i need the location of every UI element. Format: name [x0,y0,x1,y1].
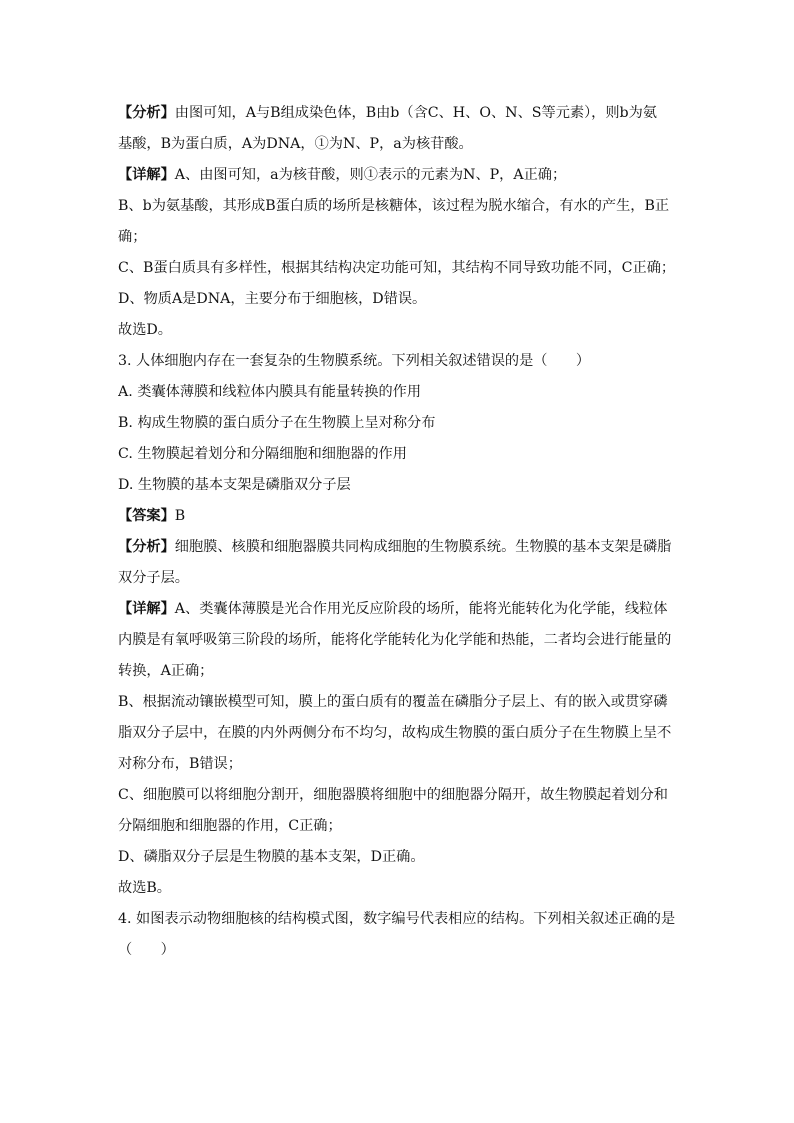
analysis-tag: 【分析】 [118,105,175,121]
q2-detail-line-3: 确； [118,229,147,245]
q3-answer: 【答案】B [118,508,186,524]
q3-detail-line-1: 【详解】A、类囊体薄膜是光合作用光反应阶段的场所，能将光能转化为化学能，线粒体 [118,601,668,617]
q2-conclusion: 故选D。 [118,322,172,338]
q3-analysis-line-1: 【分析】细胞膜、核膜和细胞器膜共同构成细胞的生物膜系统。生物膜的基本支架是磷脂 [118,539,672,555]
q3-detail-line-8: 分隔细胞和细胞器的作用，C正确； [118,818,342,834]
q2-detail-line-5: D、物质A是DNA，主要分布于细胞核，D错误。 [118,291,427,307]
q3-stem: 3. 人体细胞内存在一套复杂的生物膜系统。下列相关叙述错误的是（ ） [118,353,591,369]
q3-analysis-line-2: 双分子层。 [118,570,189,586]
detail-tag: 【详解】 [118,167,175,183]
q2-analysis-line-1: 【分析】由图可知，A与B组成染色体，B由b（含C、H、O、N、S等元素），则b为氨 [118,105,657,121]
q3-option-c: C. 生物膜起着划分和分隔细胞和细胞器的作用 [118,446,407,462]
q3-detail-line-7: C、细胞膜可以将细胞分割开，细胞器膜将细胞中的细胞器分隔开，故生物膜起着划分和 [118,787,668,803]
q2-detail-line-1: 【详解】A、由图可知，a为核苷酸，则①表示的元素为N、P，A正确； [118,167,567,183]
q2-detail-line-4: C、B蛋白质具有多样性，根据其结构决定功能可知，其结构不同导致功能不同，C正确； [118,260,676,276]
q3-option-a: A. 类囊体薄膜和线粒体内膜具有能量转换的作用 [118,384,422,400]
q2-detail-line-2: B、b为氨基酸，其形成B蛋白质的场所是核糖体，该过程为脱水缩合，有水的产生，B正 [118,198,670,214]
q3-detail-line-3: 转换，A正确； [118,663,214,679]
q3-conclusion: 故选B。 [118,880,171,896]
q3-detail-line-9: D、磷脂双分子层是生物膜的基本支架，D正确。 [118,849,425,865]
analysis-tag: 【分析】 [118,539,175,555]
q3-option-d: D. 生物膜的基本支架是磷脂双分子层 [118,477,351,493]
answer-tag: 【答案】 [118,508,175,524]
q4-stem-line-2: （ ） [118,942,175,958]
q3-detail-line-4: B、根据流动镶嵌模型可知，膜上的蛋白质有的覆盖在磷脂分子层上、有的嵌入或贯穿磷 [118,694,668,710]
detail-tag: 【详解】 [118,601,175,617]
q3-detail-line-6: 对称分布，B错误； [118,756,242,772]
q4-stem-line-1: 4. 如图表示动物细胞核的结构模式图，数字编号代表相应的结构。下列相关叙述正确的是 [118,911,676,927]
q3-option-b: B. 构成生物膜的蛋白质分子在生物膜上呈对称分布 [118,415,436,431]
q3-detail-line-2: 内膜是有氧呼吸第三阶段的场所，能将化学能转化为化学能和热能，二者均会进行能量的 [118,632,672,648]
q2-analysis-line-2: 基酸，B为蛋白质，A为DNA，①为N、P，a为核苷酸。 [118,136,473,152]
q3-detail-line-5: 脂双分子层中，在膜的内外两侧分布不均匀，故构成生物膜的蛋白质分子在生物膜上呈不 [118,725,672,741]
